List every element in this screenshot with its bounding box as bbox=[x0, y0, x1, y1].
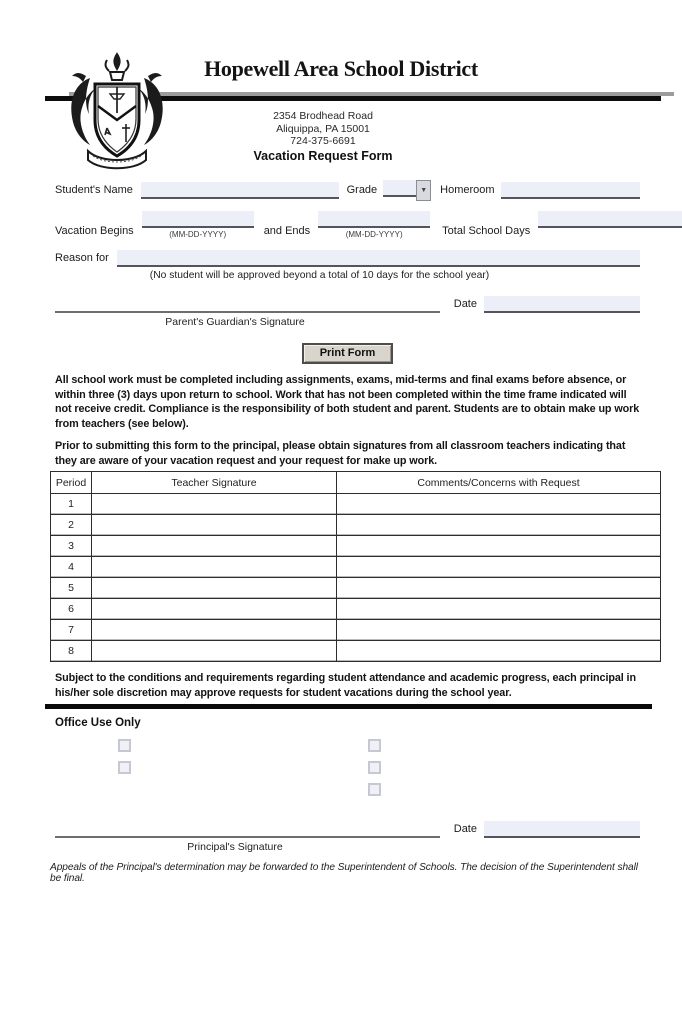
comments-cell bbox=[337, 494, 661, 515]
period-cell: 6 bbox=[51, 599, 92, 620]
period-cell: 3 bbox=[51, 536, 92, 557]
reason-row bbox=[55, 250, 640, 267]
comments-column-header: Comments/Concerns with Request bbox=[337, 472, 661, 494]
principal-signature-row bbox=[55, 821, 640, 838]
and-ends-label: and Ends bbox=[263, 225, 311, 237]
total-school-days-input[interactable] bbox=[538, 211, 682, 228]
table-row bbox=[51, 494, 661, 515]
office-checkbox[interactable] bbox=[118, 739, 131, 752]
vacation-ends-group bbox=[318, 211, 430, 240]
principal-date-input[interactable] bbox=[484, 821, 640, 838]
teacher-signature-cell bbox=[92, 536, 337, 557]
comments-cell bbox=[337, 641, 661, 662]
table-row bbox=[51, 641, 661, 662]
teacher-signatures-instruction: Prior to submitting this form to the principal, please obtain signatures from all classroom teachers indicating that they are aware of your vacation request and your request for make up work. bbox=[55, 440, 626, 467]
teacher-signature-cell bbox=[92, 599, 337, 620]
student-info-row bbox=[55, 180, 640, 199]
grade-select-value[interactable] bbox=[383, 180, 416, 197]
comments-cell bbox=[337, 557, 661, 578]
comments-cell bbox=[337, 515, 661, 536]
period-cell: 5 bbox=[51, 578, 92, 599]
parent-date-input[interactable] bbox=[484, 296, 640, 313]
teacher-signature-column-header: Teacher Signature bbox=[92, 472, 337, 494]
comments-cell bbox=[337, 620, 661, 641]
period-cell: 8 bbox=[51, 641, 92, 662]
date-label: Date bbox=[453, 822, 477, 835]
office-checkbox[interactable] bbox=[118, 761, 131, 774]
principal-signature-line bbox=[55, 822, 440, 838]
teacher-table-body bbox=[51, 494, 661, 662]
office-checkbox[interactable] bbox=[368, 761, 381, 774]
reason-label: Reason for bbox=[55, 252, 109, 264]
vacation-ends-input[interactable] bbox=[318, 211, 430, 228]
date-label: Date bbox=[453, 298, 477, 310]
student-name-input[interactable] bbox=[141, 182, 339, 199]
date-format-hint: (MM-DD-YYYY) bbox=[345, 230, 403, 239]
period-cell: 2 bbox=[51, 515, 92, 536]
teacher-signature-cell bbox=[92, 641, 337, 662]
section-divider bbox=[45, 704, 652, 709]
teacher-signature-cell bbox=[92, 620, 337, 641]
dropdown-arrow-icon[interactable]: ▼ bbox=[416, 180, 431, 201]
principal-signature-caption: Principal's Signature bbox=[187, 840, 283, 853]
vacation-dates-row bbox=[55, 211, 640, 240]
comments-cell bbox=[337, 599, 661, 620]
reason-input[interactable] bbox=[117, 250, 640, 267]
parent-signature-line bbox=[55, 297, 440, 313]
table-row bbox=[51, 557, 661, 578]
office-checkbox-group-right bbox=[368, 739, 381, 796]
principal-discretion-paragraph: Subject to the conditions and requirements regarding student attendance and academic progress, each principal in his/her sole discretion may approve requests for student vacations during the school year. bbox=[55, 672, 636, 699]
vacation-begins-input[interactable] bbox=[142, 211, 254, 228]
total-school-days-label: Total School Days bbox=[442, 225, 531, 237]
period-cell: 4 bbox=[51, 557, 92, 578]
table-row bbox=[51, 620, 661, 641]
homeroom-label: Homeroom bbox=[440, 184, 495, 196]
homeroom-input[interactable] bbox=[501, 182, 640, 199]
parent-signature-caption: Parent's Guardian's Signature bbox=[165, 316, 305, 328]
office-use-only-heading: Office Use Only bbox=[55, 716, 141, 729]
reason-note: (No student will be approved beyond a total of 10 days for the school year) bbox=[149, 270, 490, 281]
total-days-group bbox=[530, 211, 682, 240]
print-button-row bbox=[55, 343, 640, 364]
student-name-label: Student's Name bbox=[55, 184, 133, 196]
print-form-button[interactable]: Print Form bbox=[302, 343, 394, 364]
school-crest-logo bbox=[60, 50, 174, 174]
office-checkbox[interactable] bbox=[368, 739, 381, 752]
district-phone: 724-375-6691 bbox=[290, 135, 356, 147]
form-header bbox=[0, 0, 682, 172]
teacher-signature-cell bbox=[92, 557, 337, 578]
teacher-signature-cell bbox=[92, 578, 337, 599]
appeals-note: Appeals of the Principal's determination may be forwarded to the Superintendent of Schools. The decision of the Superintendent shall be final. bbox=[50, 861, 638, 884]
table-header-row bbox=[51, 472, 661, 494]
teacher-signatures-table bbox=[50, 471, 661, 662]
date-format-hint: (MM-DD-YYYY) bbox=[169, 230, 227, 239]
teacher-signature-cell bbox=[92, 494, 337, 515]
address-line-2: Aliquippa, PA 15001 bbox=[276, 122, 370, 135]
vacation-begins-group bbox=[142, 211, 254, 240]
form-title: Vacation Request Form bbox=[253, 149, 393, 163]
grade-select[interactable] bbox=[383, 180, 431, 199]
vacation-begins-label: Vacation Begins bbox=[55, 225, 134, 237]
table-row bbox=[51, 599, 661, 620]
parent-signature-row bbox=[55, 296, 640, 313]
table-row bbox=[51, 536, 661, 557]
office-checkbox-group-left bbox=[118, 739, 131, 774]
period-column-header: Period bbox=[51, 472, 92, 494]
grade-label: Grade bbox=[346, 184, 378, 196]
comments-cell bbox=[337, 536, 661, 557]
table-row bbox=[51, 578, 661, 599]
table-row bbox=[51, 515, 661, 536]
district-name: Hopewell Area School District bbox=[204, 56, 478, 81]
schoolwork-policy-paragraph: All school work must be completed including assignments, exams, mid-terms and final exams before absence, or within three (3) days upon return to school. Work that has not been completed within the time frame indicated will not receive credit. Compliance is the responsibility of both student and parent. Students are to obtain make up work from teachers (see below). bbox=[55, 374, 640, 430]
form-content bbox=[0, 180, 682, 884]
office-checkbox-area bbox=[55, 739, 640, 815]
period-cell: 1 bbox=[51, 494, 92, 515]
period-cell: 7 bbox=[51, 620, 92, 641]
teacher-signature-cell bbox=[92, 515, 337, 536]
comments-cell bbox=[337, 578, 661, 599]
address-line-1: 2354 Brodhead Road bbox=[273, 110, 373, 122]
office-checkbox[interactable] bbox=[368, 783, 381, 796]
